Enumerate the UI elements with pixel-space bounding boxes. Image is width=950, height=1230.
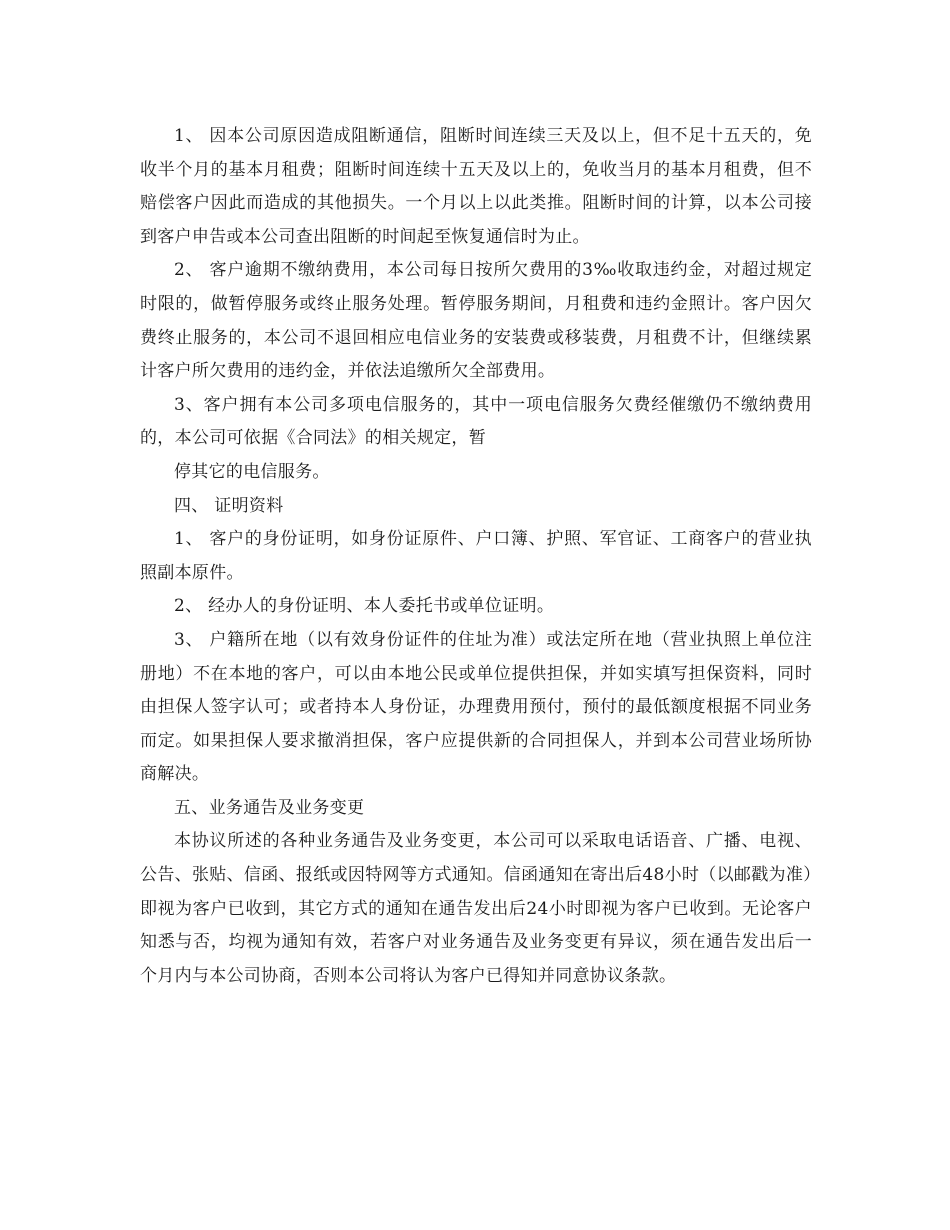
clause-multiple-services-continued: 停其它的电信服务。 — [174, 461, 330, 482]
section-heading-proof-documents: 四、 证明资料 — [174, 495, 284, 516]
proof-item-agent-id: 2、 经办人的身份证明、本人委托书或单位证明。 — [174, 596, 555, 617]
clause-multiple-services: 3、客户拥有本公司多项电信服务的，其中一项电信服务欠费经催缴仍不缴纳费用的，本公司可依据《合同法》的相关规定，暂 — [140, 394, 812, 449]
proof-item-guarantee: 3、 户籍所在地（以有效身份证件的住址为准）或法定所在地（营业执照上单位注册地）不在本地的客户，可以由本地公民或单位提供担保，并如实填写担保资料，同时由担保人签字认可；或者持本人身份证，办理费用预付，预付的最低额度根据不同业务而定。如果担保人要求撤消担保，客户应提供新的合同担保人，并到本公司营业场所协商解决。 — [140, 629, 812, 785]
clause-interruption-compensation: 1、 因本公司原因造成阻断通信，阻断时间连续三天及以上，但不足十五天的，免收半个月的基本月租费；阻断时间连续十五天及以上的，免收当月的基本月租费，但不赔偿客户因此而造成的其他损失。一个月以上以此类推。阻断时间的计算，以本公司接到客户申告或本公司查出阻断的时间起至恢复通信时为止。 — [140, 126, 812, 247]
document-page — [140, 120, 812, 993]
clause-overdue-penalty: 2、 客户逾期不缴纳费用，本公司每日按所欠费用的3‰收取违约金，对超过规定时限的，做暂停服务或终止服务处理。暂停服务期间，月租费和违约金照计。客户因欠费终止服务的，本公司不退回相应电信业务的安装费或移装费，月租费不计，但继续累计客户所欠费用的违约金，并依法追缴所欠全部费用。 — [140, 260, 812, 382]
section-heading-notices-changes: 五、业务通告及业务变更 — [174, 797, 365, 818]
proof-item-customer-id: 1、 客户的身份证明，如身份证原件、户口簿、护照、军官证、工商客户的营业执照副本原件。 — [140, 529, 812, 583]
notice-clause: 本协议所述的各种业务通告及业务变更，本公司可以采取电话语音、广播、电视、公告、张贴、信函、报纸或因特网等方式通知。信函通知在寄出后48小时（以邮戳为准）即视为客户已收到，其它方式的通知在通告发出后24小时即视为客户已收到。无论客户知悉与否，均视为通知有效，若客户对业务通告及业务变更有异议，须在通告发出后一个月内与本公司协商，否则本公司将认为客户已得知并同意协议条款。 — [140, 831, 812, 986]
